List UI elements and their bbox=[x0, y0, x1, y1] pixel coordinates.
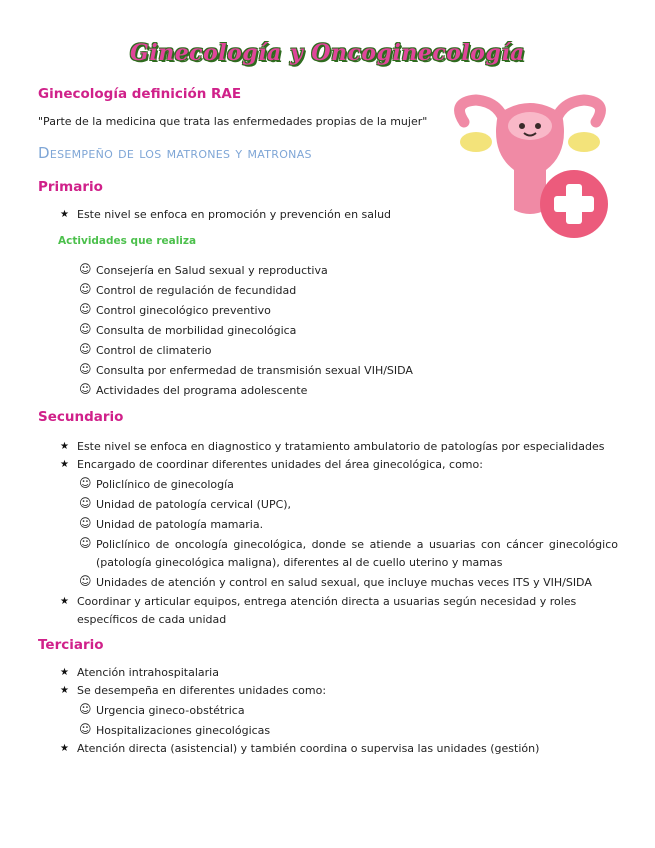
unit-item: Unidad de patología cervical (UPC), bbox=[96, 498, 292, 511]
activity-item: Actividades del programa adolescente bbox=[96, 384, 308, 397]
unit-item: Unidad de patología mamaria. bbox=[96, 518, 264, 531]
secundario-bullet-3: Coordinar y articular equipos, entrega atención directa a usuarias según necesidad y roles específicos de cada unidad bbox=[77, 595, 577, 626]
star-bullet-icon: ★ bbox=[60, 743, 69, 754]
smiley-icon: ☺ bbox=[79, 536, 92, 550]
terciario-bullet-2: Se desempeña en diferentes unidades como: bbox=[77, 684, 327, 697]
star-bullet-icon: ★ bbox=[60, 685, 69, 696]
uterus-illustration-icon bbox=[446, 92, 614, 244]
star-bullet-icon: ★ bbox=[60, 667, 69, 678]
activities-heading: Actividades que realiza bbox=[58, 235, 197, 247]
star-bullet-icon: ★ bbox=[60, 596, 69, 607]
smiley-icon: ☺ bbox=[79, 362, 92, 376]
unit-item: Urgencia gineco-obstétrica bbox=[96, 704, 245, 717]
activity-item: Consulta por enfermedad de transmisión sexual VIH/SIDA bbox=[96, 364, 413, 377]
smiley-icon: ☺ bbox=[79, 722, 92, 736]
activity-item: Consejería en Salud sexual y reproductiva bbox=[96, 264, 328, 277]
definition-heading: Ginecología definición RAE bbox=[38, 86, 242, 102]
unit-item: Unidades de atención y control en salud sexual, que incluye muchas veces ITS y VIH/SIDA bbox=[96, 576, 592, 589]
page-title: Ginecología y Oncoginecología bbox=[130, 40, 525, 66]
activity-item: Control de climaterio bbox=[96, 344, 212, 357]
smiley-icon: ☺ bbox=[79, 302, 92, 316]
activity-item: Consulta de morbilidad ginecológica bbox=[96, 324, 297, 337]
definition-quote: "Parte de la medicina que trata las enfermedades propias de la mujer" bbox=[38, 115, 428, 128]
smiley-icon: ☺ bbox=[79, 262, 92, 276]
smiley-icon: ☺ bbox=[79, 322, 92, 336]
smiley-icon: ☺ bbox=[79, 342, 92, 356]
activity-item: Control ginecológico preventivo bbox=[96, 304, 271, 317]
secundario-heading: Secundario bbox=[38, 409, 124, 425]
secundario-bullet-1: Este nivel se enfoca en diagnostico y tratamiento ambulatorio de patologías por especialidades bbox=[77, 440, 605, 453]
star-bullet-icon: ★ bbox=[60, 459, 69, 470]
star-bullet-icon: ★ bbox=[60, 209, 69, 220]
terciario-heading: Terciario bbox=[38, 637, 104, 653]
smiley-icon: ☺ bbox=[79, 282, 92, 296]
smiley-icon: ☺ bbox=[79, 702, 92, 716]
unit-item: Hospitalizaciones ginecológicas bbox=[96, 724, 271, 737]
smiley-icon: ☺ bbox=[79, 496, 92, 510]
primario-heading: Primario bbox=[38, 179, 103, 195]
smiley-icon: ☺ bbox=[79, 516, 92, 530]
terciario-bullet-1: Atención intrahospitalaria bbox=[77, 666, 219, 679]
section-title: Desempeño de los matrones y matronas bbox=[38, 144, 312, 162]
terciario-bullet-3: Atención directa (asistencial) y también coordina o supervisa las unidades (gestión) bbox=[77, 742, 540, 755]
primario-bullet: Este nivel se enfoca en promoción y prevención en salud bbox=[77, 208, 392, 221]
smiley-icon: ☺ bbox=[79, 382, 92, 396]
unit-item: Policlínico de oncología ginecológica, donde se atiende a usuarias con cáncer ginecológico (patología ginecológica maligna), diferentes al de cuello uterino y mamas bbox=[96, 538, 618, 569]
secundario-bullet-2: Encargado de coordinar diferentes unidades del área ginecológica, como: bbox=[77, 458, 483, 471]
star-bullet-icon: ★ bbox=[60, 441, 69, 452]
smiley-icon: ☺ bbox=[79, 574, 92, 588]
unit-item: Policlínico de ginecología bbox=[96, 478, 234, 491]
smiley-icon: ☺ bbox=[79, 476, 92, 490]
activity-item: Control de regulación de fecundidad bbox=[96, 284, 297, 297]
